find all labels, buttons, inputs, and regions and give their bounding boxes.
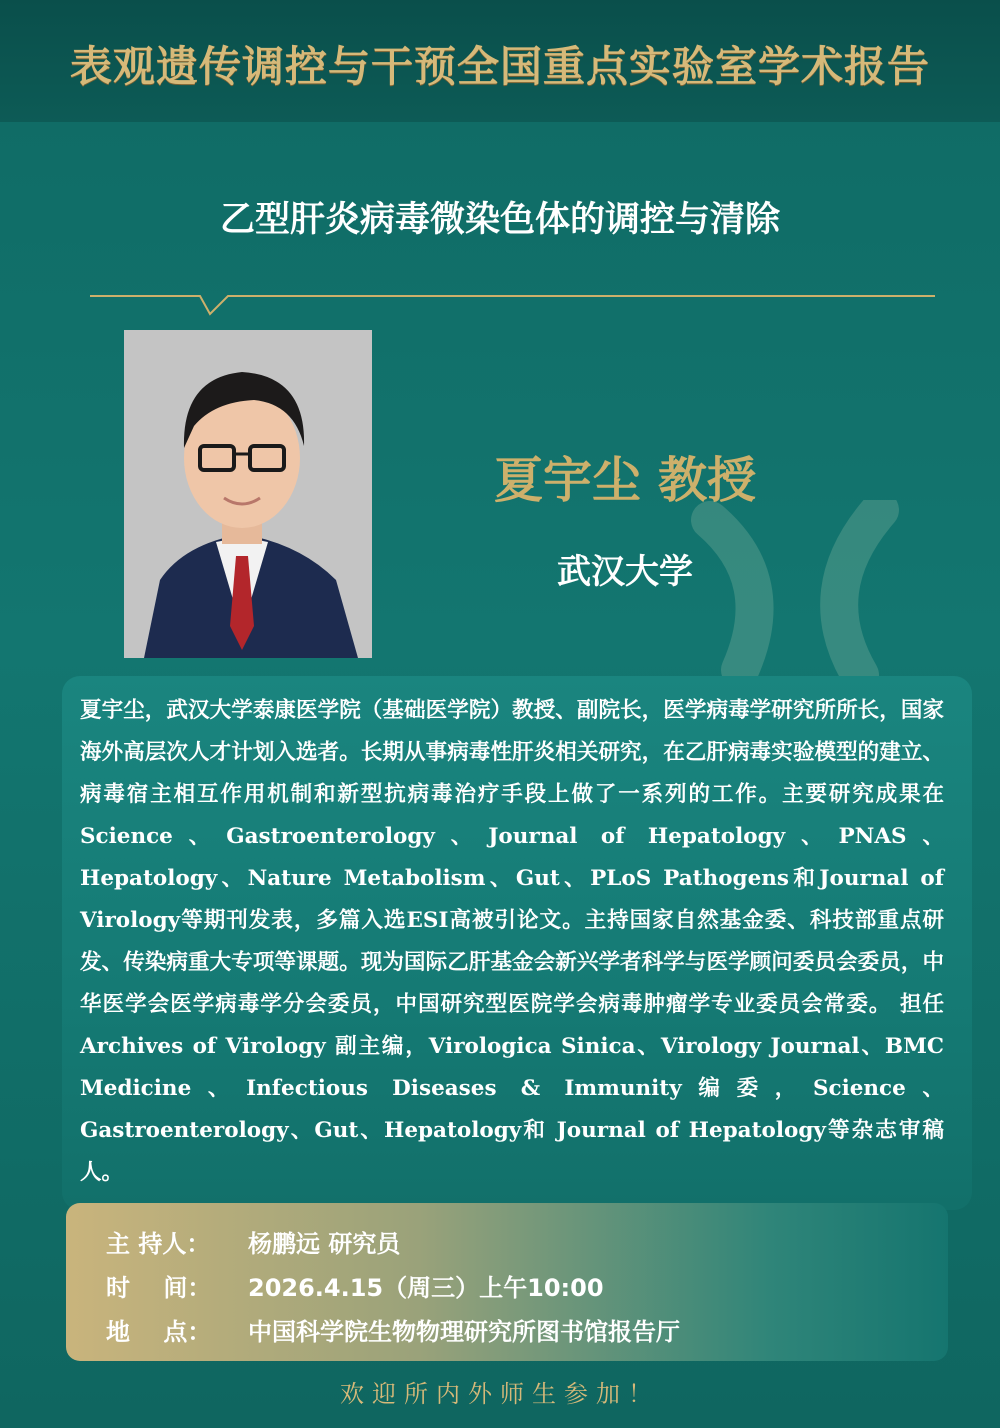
- place-value: 中国科学院生物物理研究所图书馆报告厅: [248, 1318, 680, 1346]
- page-title: 表观遗传调控与干预全国重点实验室学术报告: [69, 42, 930, 91]
- host-label: 主 持人：: [106, 1230, 211, 1258]
- speaker-portrait-icon: [124, 330, 372, 658]
- talk-title: 乙型肝炎病毒微染色体的调控与清除: [219, 200, 780, 240]
- host-value: 杨鹏远 研究员: [248, 1230, 401, 1258]
- time-value: 2026.4.15（周三）上午10:00: [248, 1274, 604, 1302]
- place-label: 地 点：: [106, 1318, 212, 1346]
- chromosome-icon: [670, 500, 950, 680]
- speaker-affiliation: 武汉大学: [557, 552, 693, 592]
- time-label: 时 间：: [106, 1274, 212, 1302]
- speaker-photo: [124, 330, 372, 658]
- speaker-name: 夏宇尘 教授: [493, 452, 757, 509]
- title-divider: [90, 280, 935, 320]
- welcome-footer: 欢迎所内外师生参加！: [340, 1380, 660, 1408]
- speaker-bio: 夏宇尘，武汉大学泰康医学院（基础医学院）教授、副院长，医学病毒学研究所所长，国家海外高层次人才计划入选者。长期从事病毒性肝炎相关研究，在乙肝病毒实验模型的建立、病毒宿主相互作用机制和新型抗病毒治疗手段上做了一系列的工作。主要研究成果在Science、Gastroenterology、Journal of Hepatology、PNAS、Hepatology、Nature Metabolism、Gut、PLoS Pathogens和Journal of Virology等期刊发表，多篇入选ESI高被引论文。主持国家自然基金委、科技部重点研发、传染病重大专项等课题。现为国际乙肝基金会新兴学者科学与医学顾问委员会委员，中华医学会医学病毒学分会委员，中国研究型医院学会病毒肿瘤学专业委员会常委。 担任Archives of Virology 副主编，Virologica Sinica、Virology Journal、BMC Medicine、Infectious Diseases & Immunity编委，Science、Gastroenterology、Gut、Hepatology和 Journal of Hepatology等杂志审稿人。: [80, 698, 944, 1185]
